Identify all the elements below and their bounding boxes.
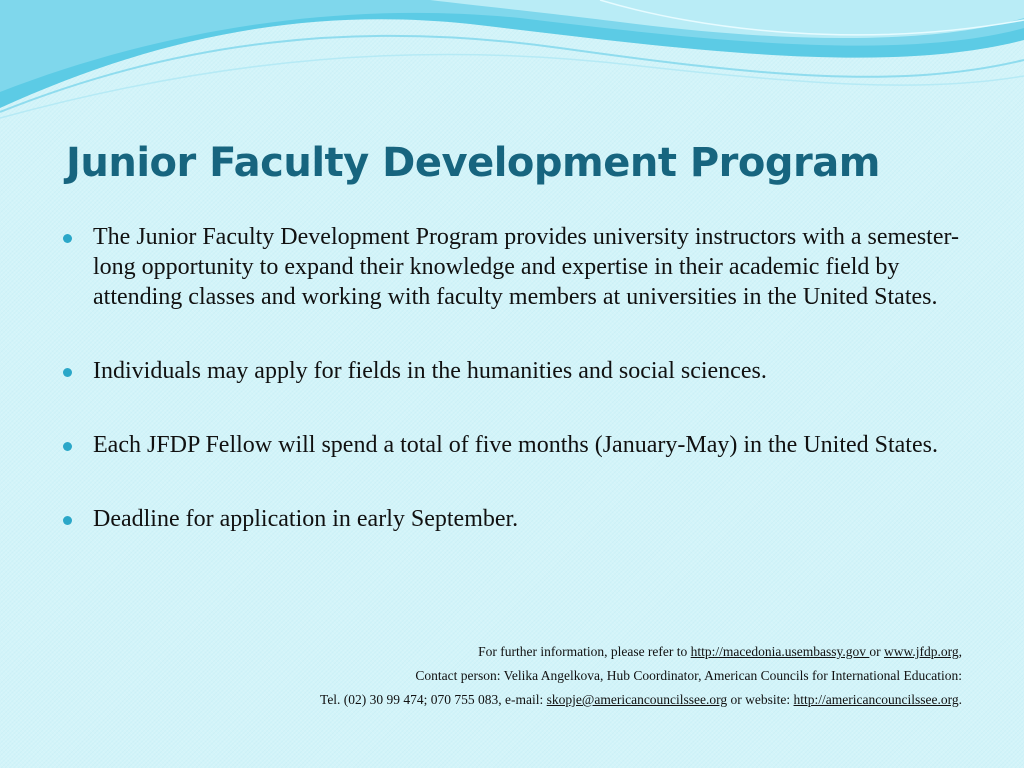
contact-footer [82, 640, 962, 712]
footer-line-contact: Contact person: Velika Angelkova, Hub Coordinator, American Councils for International Education: [415, 668, 962, 683]
footer-text: or [869, 644, 884, 659]
bullet-item [60, 222, 972, 312]
bullet-dot-icon [63, 368, 72, 377]
bullet-text: Deadline for application in early September. [93, 506, 519, 532]
bullet-list [60, 222, 972, 578]
bullet-text: Each JFDP Fellow will spend a total of five months (January-May) in the United States. [93, 432, 938, 458]
bullet-dot-icon [63, 234, 72, 243]
bullet-item [60, 356, 972, 386]
bullet-dot-icon [63, 516, 72, 525]
footer-text: or website: [727, 692, 794, 707]
footer-text: . [958, 692, 962, 707]
bullet-item [60, 504, 972, 534]
email-link[interactable]: skopje@americancouncilssee.org [546, 692, 728, 707]
bullet-item [60, 430, 972, 460]
bullet-dot-icon [63, 442, 72, 451]
bullet-text: Individuals may apply for fields in the humanities and social sciences. [93, 358, 767, 384]
bullet-text: The Junior Faculty Development Program provides university instructors with a semester-long opportunity to expand their knowledge and expertise in their academic field by attending classes and working with faculty members at universities in the United States. [93, 224, 960, 310]
footer-line-info [82, 640, 962, 664]
footer-text: For further information, please refer to [478, 644, 691, 659]
jfdp-link[interactable]: www.jfdp.org [884, 644, 959, 659]
footer-text: , [958, 644, 962, 659]
slide-title: Junior Faculty Development Program [66, 140, 880, 186]
footer-text: Tel. (02) 30 99 474; 070 755 083, e-mail: [320, 692, 547, 707]
embassy-link[interactable]: http://macedonia.usembassy.gov [690, 644, 870, 659]
website-link[interactable]: http://americancouncilssee.org [793, 692, 959, 707]
footer-line-phone [82, 688, 962, 712]
wave-decoration [0, 0, 1024, 130]
